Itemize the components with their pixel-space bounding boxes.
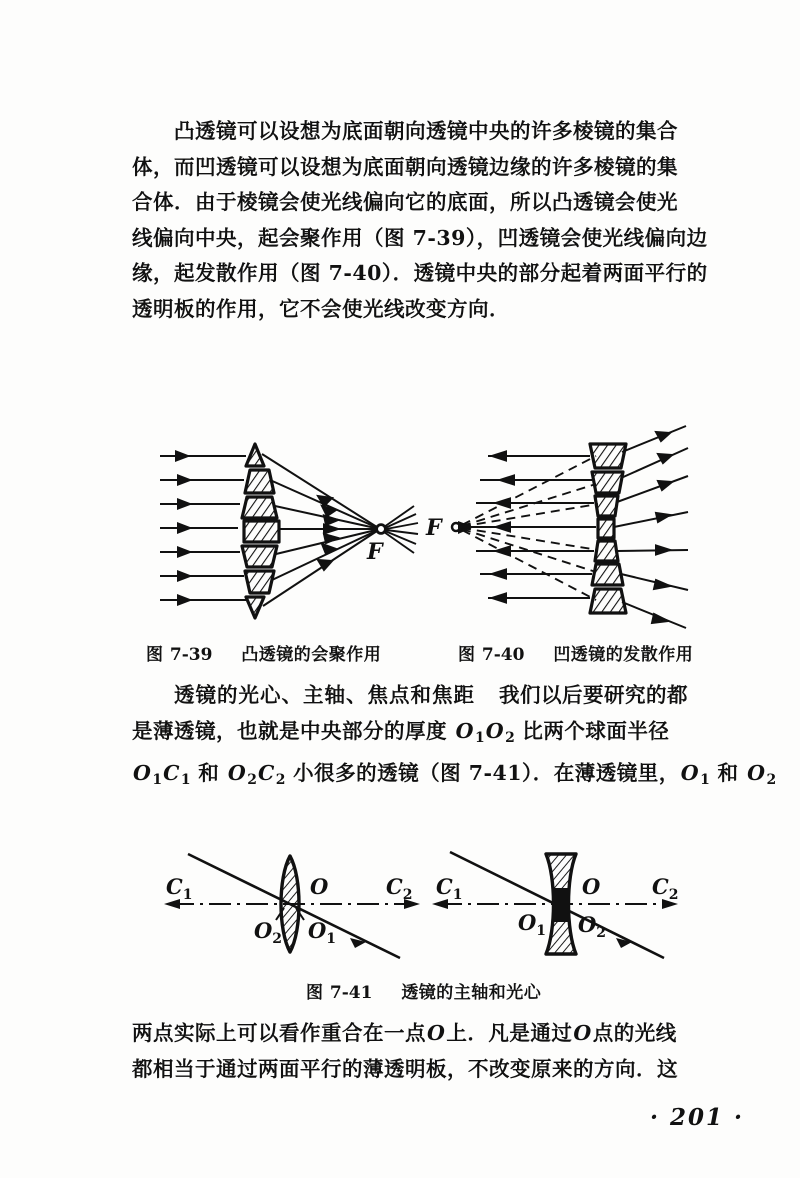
prism-7 bbox=[246, 597, 264, 618]
symbol-O2-end: O bbox=[747, 760, 766, 785]
paragraph1-line-1 bbox=[132, 114, 688, 150]
figure-7-41-convex-lens-diagram bbox=[150, 842, 430, 970]
paragraph3-line-2 bbox=[132, 1052, 688, 1088]
paragraph-prism-lens-analogy bbox=[132, 114, 708, 327]
prism-4 bbox=[244, 521, 279, 542]
axis-arrow-left bbox=[164, 899, 180, 909]
prism-1 bbox=[590, 444, 626, 468]
paragraph1-line-2-text: 体，而凹透镜可以设想为底面朝向透镜边缘的许多棱镜的集 bbox=[132, 154, 678, 179]
symbol-O2-O: O bbox=[485, 718, 505, 743]
prism-1 bbox=[246, 444, 264, 466]
prism-stack-convex bbox=[242, 444, 279, 618]
figure-7-39-caption-text: 凸透镜的会聚作用 bbox=[241, 645, 382, 665]
figure-7-41-right-svg bbox=[420, 842, 690, 970]
prism-3 bbox=[242, 497, 277, 518]
paragraph2-heading: 透镜的光心、主轴、焦点和焦距 bbox=[174, 683, 475, 707]
figure-7-41-caption-label: 图 bbox=[306, 983, 324, 1003]
figure-7-40-caption bbox=[458, 640, 693, 665]
paragraph-thin-lens-definition bbox=[132, 678, 777, 798]
label-O1-left: $O_1$ bbox=[308, 918, 337, 947]
symbol-O1-end: O bbox=[680, 760, 700, 785]
label-O-left: O bbox=[310, 874, 329, 899]
symbol-O2C2-O: O bbox=[227, 760, 247, 785]
lens-centre-solid bbox=[554, 888, 568, 922]
paragraph1-line-5 bbox=[132, 256, 708, 292]
label-O1-right: $O_1$ bbox=[518, 910, 547, 939]
label-O2-left: $O_2$ bbox=[254, 918, 283, 947]
convex-lens-body bbox=[281, 856, 299, 952]
figure-7-40-focus-label: F bbox=[426, 515, 442, 541]
prism-6 bbox=[245, 571, 274, 593]
symbol-O1C1-C: C bbox=[163, 760, 180, 785]
paragraph2-line-3-and: 和 bbox=[198, 760, 220, 785]
symbol-O2C2-C: C bbox=[257, 760, 275, 785]
paragraph2-line-2-a: 是薄透镜，也就是中央部分的厚度 bbox=[132, 718, 447, 743]
post-focus-diverging-fan bbox=[384, 506, 418, 553]
symbol-O1C1-O: O bbox=[133, 760, 152, 785]
figure-7-39-svg bbox=[152, 428, 422, 628]
paragraph2-line-2 bbox=[132, 714, 688, 756]
symbol-O2-end-sub: 2 bbox=[766, 771, 777, 788]
figure-7-39-caption-number: 7-39 bbox=[169, 645, 213, 665]
paragraph3-line-1-b: 上．凡是通过 bbox=[446, 1021, 573, 1045]
incoming-parallel-rays bbox=[160, 452, 246, 605]
paragraph2-line-3 bbox=[132, 756, 777, 798]
paragraph1-line-3 bbox=[132, 185, 688, 221]
figure-7-39-focus-label: F bbox=[367, 539, 383, 565]
label-O-right: O bbox=[582, 874, 601, 899]
paragraph3-line-1-a: 两点实际上可以看作重合在一点 bbox=[132, 1021, 426, 1045]
figure-7-40-diverging-lens-diagram bbox=[418, 422, 690, 632]
label-C1-right: $C_1$ bbox=[436, 874, 463, 903]
paragraph1-line-3-text: 合体．由于棱镜会使光线偏向它的底面，所以凸透镜会使光 bbox=[132, 190, 678, 214]
symbol-O1-end-sub: 1 bbox=[700, 771, 710, 788]
incoming-parallel-rays-40 bbox=[464, 452, 596, 603]
page-number: · 201 · bbox=[649, 1104, 744, 1131]
figure-7-41-concave-lens-diagram bbox=[420, 842, 690, 970]
diverging-outgoing-rays bbox=[614, 426, 688, 628]
symbol-O1-O: O bbox=[455, 718, 474, 743]
paragraph2-line-1 bbox=[132, 678, 688, 714]
symbol-O2C2-Csub: 2 bbox=[275, 771, 286, 788]
prism-5 bbox=[242, 546, 277, 567]
prism-4 bbox=[598, 519, 614, 538]
paragraph2-line-2-b: 比两个球面半径 bbox=[522, 718, 670, 743]
prism-7 bbox=[590, 589, 626, 613]
paragraph1-line-1-text: 凸透镜可以设想为底面朝向透镜中央的许多棱镜的集合 bbox=[174, 119, 678, 143]
figure-7-39-caption bbox=[146, 640, 381, 665]
figure-7-40-svg bbox=[418, 422, 690, 632]
prism-2 bbox=[592, 472, 623, 493]
paragraph1-line-2 bbox=[132, 150, 688, 186]
label-C2-right: $C_2$ bbox=[652, 874, 679, 903]
axis-arrow-left bbox=[432, 899, 448, 909]
figure-7-40-caption-number: 7-40 bbox=[481, 645, 525, 665]
symbol-O1-sub: 1 bbox=[475, 729, 485, 746]
symbol-O-second: O bbox=[573, 1021, 592, 1045]
paragraph1-line-6-text: 透明板的作用，它不会使光线改变方向． bbox=[132, 296, 510, 321]
figure-7-40-caption-text: 凹透镜的发散作用 bbox=[553, 645, 694, 665]
prism-3 bbox=[595, 496, 618, 516]
paragraph1-line-4 bbox=[132, 221, 708, 257]
figure-7-41-caption-text: 透镜的主轴和光心 bbox=[401, 983, 542, 1003]
prism-stack-concave bbox=[590, 444, 626, 613]
paragraph3-line-1-c: 点的光线 bbox=[592, 1021, 677, 1045]
paragraph2-line-3-and2: 和 bbox=[717, 760, 739, 785]
symbol-O1C1-Csub: 1 bbox=[180, 771, 191, 788]
figure-7-41-left-svg bbox=[150, 842, 430, 970]
prism-2 bbox=[245, 470, 274, 493]
paragraph2-line-1-rest: 我们以后要研究的都 bbox=[499, 683, 688, 707]
paragraph1-line-6 bbox=[132, 292, 688, 328]
symbol-O1C1-Osub: 1 bbox=[152, 771, 163, 788]
prism-5 bbox=[595, 541, 618, 561]
paragraph3-line-2-text: 都相当于通过两面平行的薄透明板，不改变原来的方向．这 bbox=[132, 1056, 678, 1081]
label-C2-left: $C_2$ bbox=[386, 874, 413, 903]
prism-6 bbox=[592, 564, 623, 585]
figure-7-41-caption bbox=[306, 978, 541, 1003]
label-C1-left: $C_1$ bbox=[166, 874, 193, 903]
symbol-O2C2-Osub: 2 bbox=[247, 771, 257, 788]
symbol-O-first: O bbox=[427, 1021, 446, 1045]
symbol-O2-sub: 2 bbox=[505, 729, 515, 746]
figure-7-41-caption-number: 7-41 bbox=[329, 983, 373, 1003]
figure-7-40-caption-label: 图 bbox=[458, 645, 476, 665]
paragraph1-line-5-text: 缘，起发散作用（图 7-40）．透镜中央的部分起着两面平行的 bbox=[132, 261, 708, 285]
paragraph2-line-3-b: 小很多的透镜（图 7-41）．在薄透镜里， bbox=[293, 760, 680, 785]
figure-7-39-converging-lens-diagram bbox=[152, 428, 422, 628]
paragraph1-line-4-text: 线偏向中央，起会聚作用（图 7-39），凹透镜会使光线偏向边 bbox=[132, 225, 708, 250]
figure-7-39-caption-label: 图 bbox=[146, 645, 164, 665]
paragraph-optical-centre-conclusion bbox=[132, 1016, 688, 1087]
label-O2-right: $O_2$ bbox=[578, 912, 607, 941]
paragraph3-line-1 bbox=[132, 1016, 688, 1052]
